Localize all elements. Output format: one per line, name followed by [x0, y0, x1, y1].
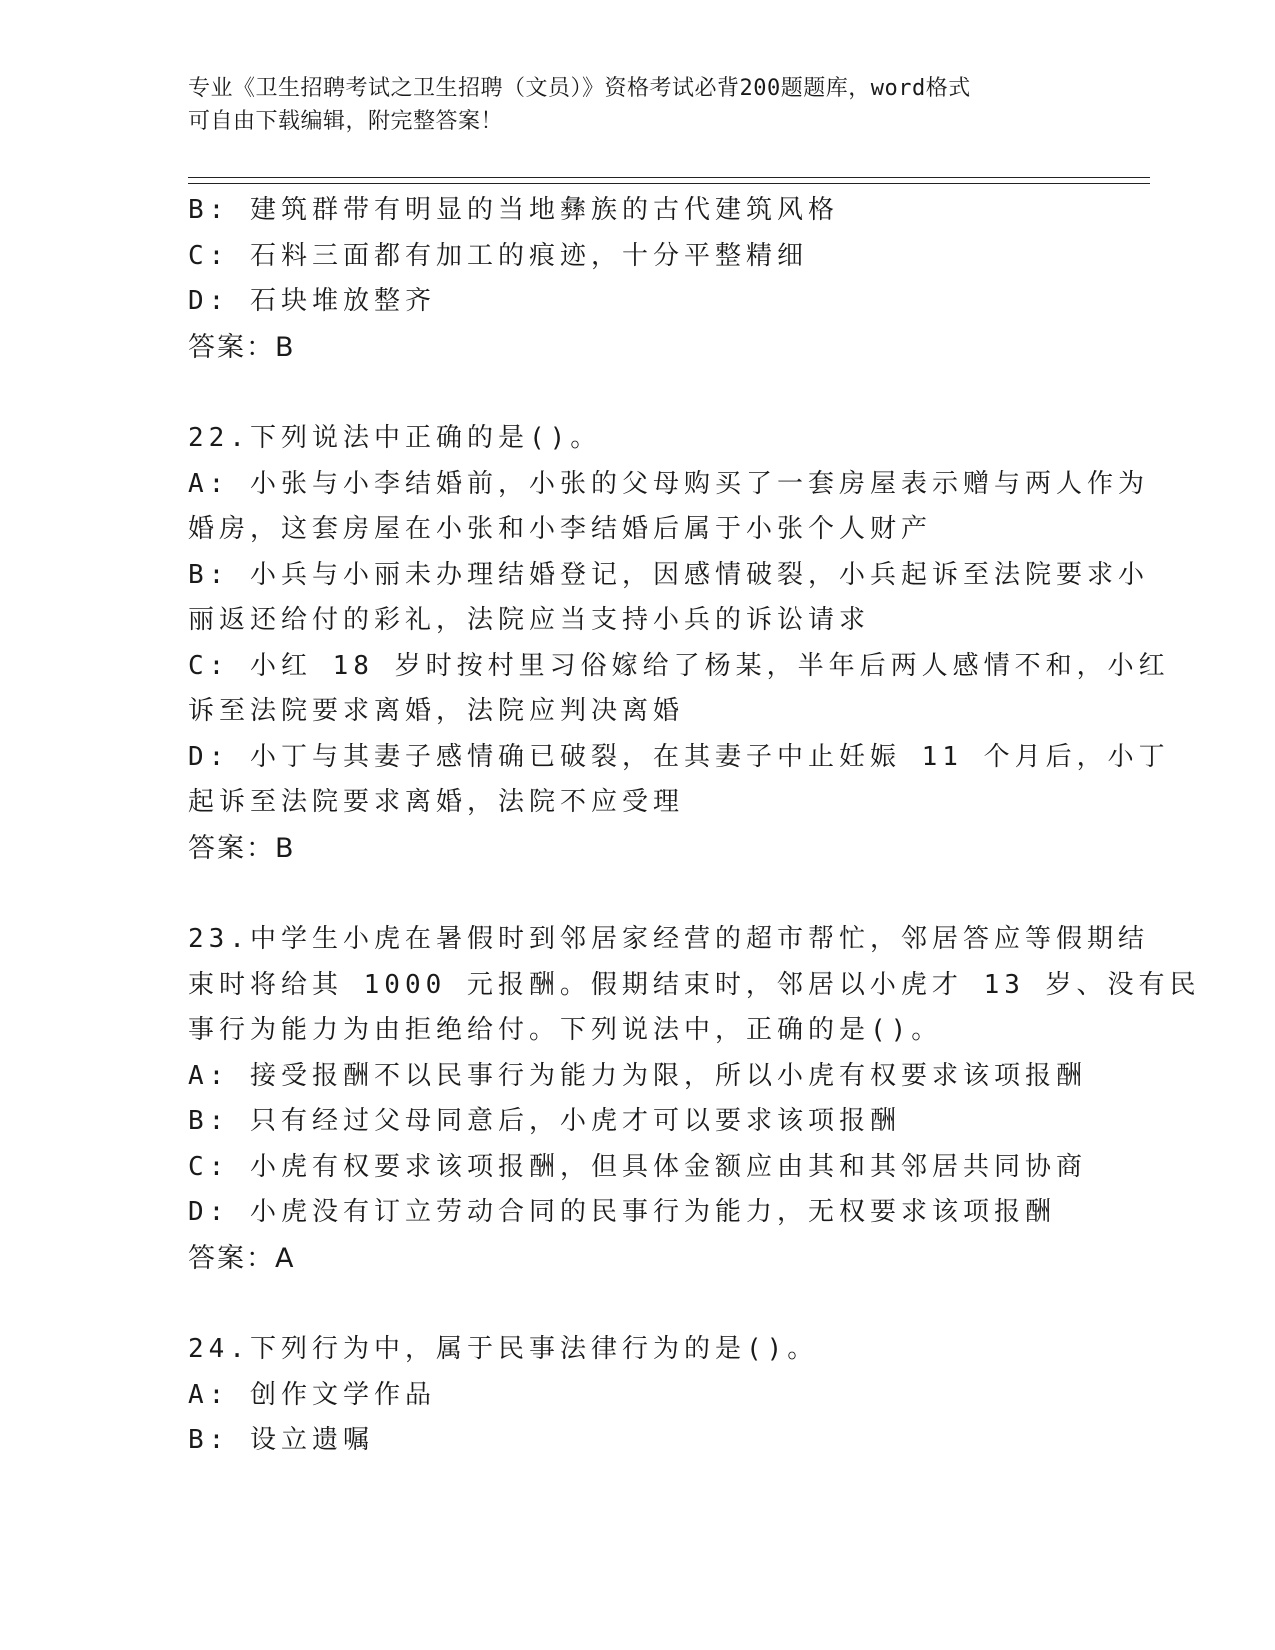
question-text: 22.下列说法中正确的是()。	[188, 423, 602, 453]
option-b-line-1: B: 小兵与小丽未办理结婚登记，因感情破裂，小兵起诉至法院要求小	[188, 559, 1149, 590]
question-text-line-1: 23.中学生小虎在暑假时到邻居家经营的超市帮忙，邻居答应等假期结	[188, 924, 1149, 954]
spacer	[188, 370, 1088, 416]
question-text-line-2: 束时将给其 1000 元报酬。假期结束时，邻居以小虎才 13 岁、没有民	[188, 969, 1201, 1000]
header-divider-bottom	[188, 183, 1150, 184]
option-b: B: 建筑群带有明显的当地彝族的古代建筑风格	[188, 195, 839, 225]
option-a-line-2: 婚房，这套房屋在小张和小李结婚后属于小张个人财产	[188, 514, 933, 544]
answer: 答案：B	[188, 331, 296, 363]
spacer	[188, 871, 1088, 917]
option-b-line-2: 丽返还给付的彩礼，法院应当支持小兵的诉讼请求	[188, 605, 871, 635]
question-23	[188, 917, 1201, 1281]
question-text-line-3: 事行为能力为由拒绝给付。下列说法中，正确的是()。	[188, 1015, 943, 1045]
option-c-line-1: C: 小红 18 岁时按村里习俗嫁给了杨某，半年后两人感情不和，小红	[188, 650, 1170, 681]
option-c: C: 小虎有权要求该项报酬，但具体金额应由其和其邻居共同协商	[188, 1151, 1087, 1182]
document-header	[188, 72, 1088, 138]
header-title-line-1: 专业《卫生招聘考试之卫生招聘（文员）》资格考试必背200题题库，word格式	[188, 76, 971, 101]
question-22	[188, 416, 1170, 871]
header-title-line-2: 可自由下载编辑，附完整答案！	[188, 109, 504, 134]
option-a-line-1: A: 小张与小李结婚前，小张的父母购买了一套房屋表示赠与两人作为	[188, 468, 1149, 499]
question-21	[188, 188, 1088, 370]
spacer	[188, 1281, 1088, 1327]
option-c-line-2: 诉至法院要求离婚，法院应判决离婚	[188, 696, 685, 726]
answer: 答案：A	[188, 1242, 296, 1274]
option-a: A: 创作文学作品	[188, 1379, 436, 1410]
header-divider-top	[188, 177, 1150, 178]
question-24	[188, 1327, 1088, 1464]
option-a: A: 接受报酬不以民事行为能力为限，所以小虎有权要求该项报酬	[188, 1060, 1087, 1091]
option-b: B: 只有经过父母同意后，小虎才可以要求该项报酬	[188, 1106, 901, 1136]
option-c: C: 石料三面都有加工的痕迹，十分平整精细	[188, 240, 808, 271]
question-text: 24.下列行为中，属于民事法律行为的是()。	[188, 1334, 819, 1364]
option-d-line-2: 起诉至法院要求离婚，法院不应受理	[188, 787, 685, 817]
option-b: B: 设立遗嘱	[188, 1425, 374, 1455]
option-d: D: 小虎没有订立劳动合同的民事行为能力，无权要求该项报酬	[188, 1197, 1056, 1227]
question-list	[188, 188, 1201, 1464]
option-d: D: 石块堆放整齐	[188, 286, 436, 316]
answer: 答案：B	[188, 832, 296, 864]
option-d-line-1: D: 小丁与其妻子感情确已破裂，在其妻子中止妊娠 11 个月后，小丁	[188, 741, 1170, 772]
